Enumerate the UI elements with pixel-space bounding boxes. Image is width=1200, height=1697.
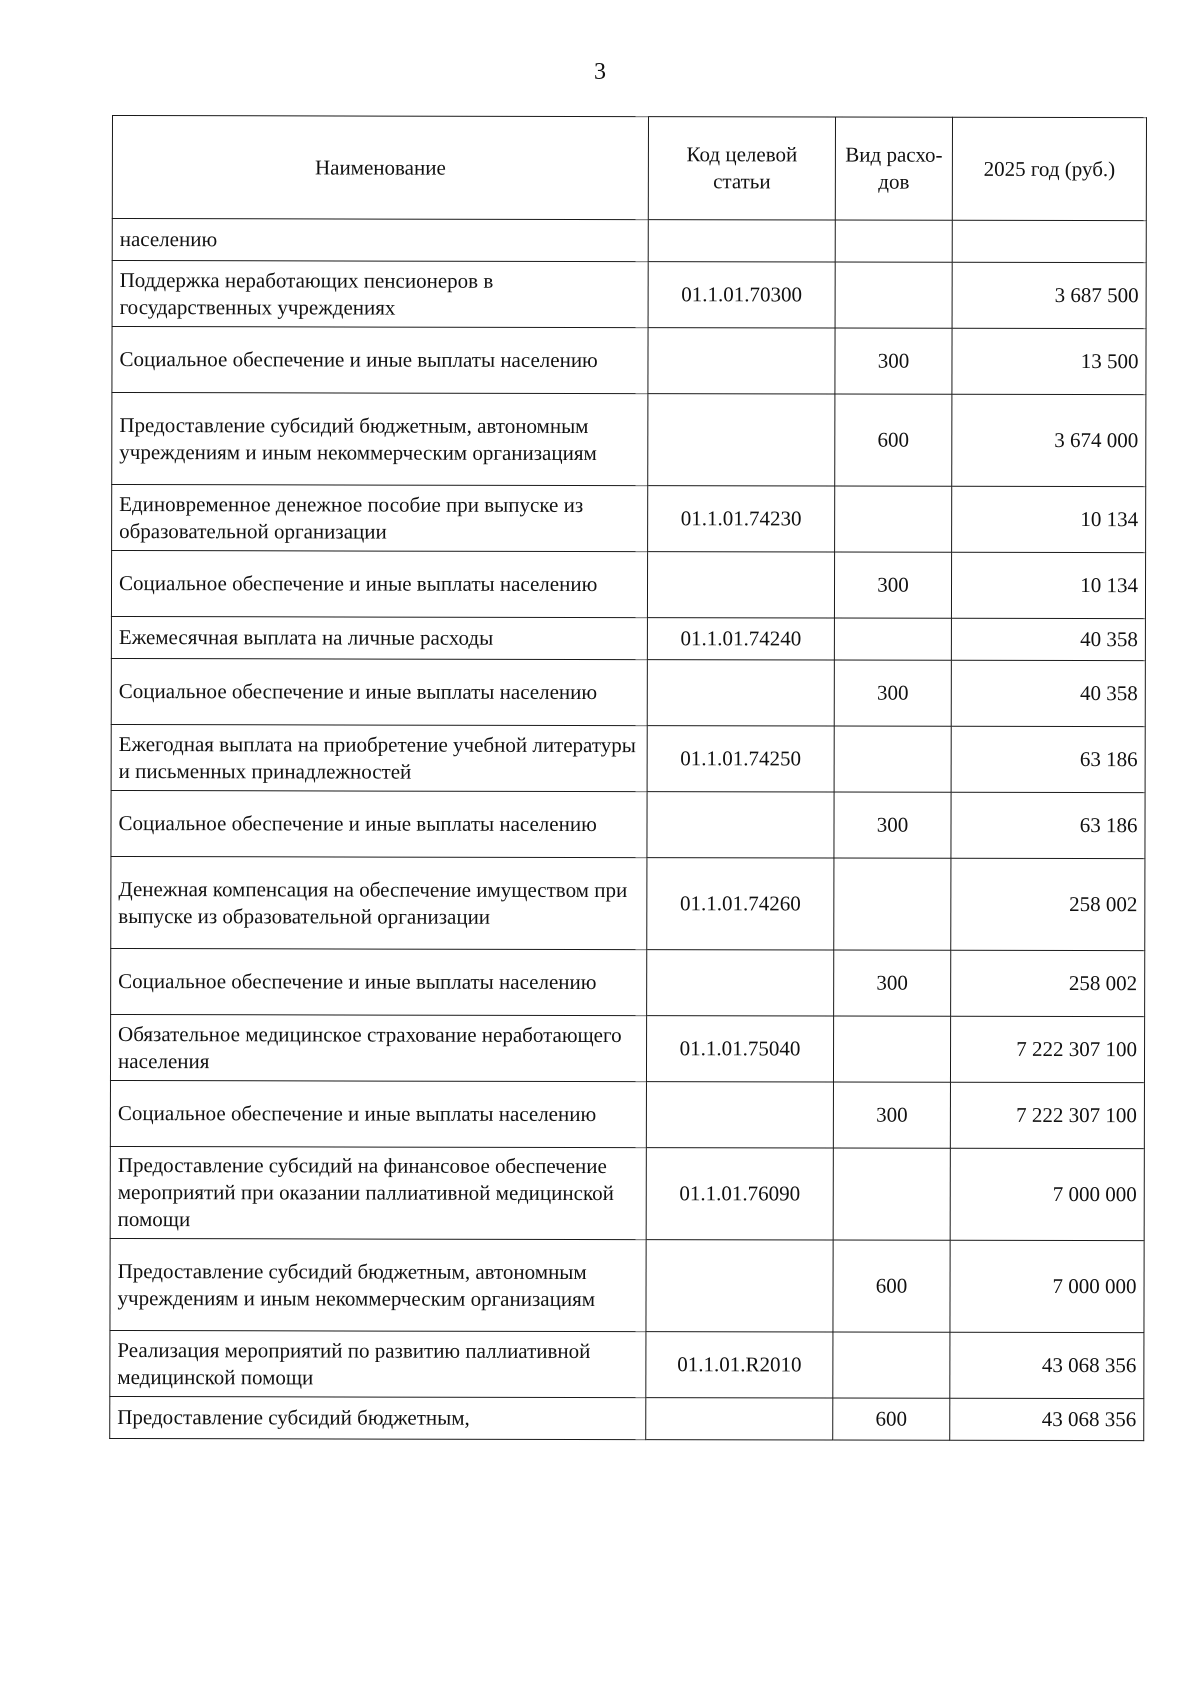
table-row: [112, 393, 1146, 487]
cell-amount: 3 687 500: [952, 262, 1146, 328]
cell-type: 300: [834, 660, 951, 726]
cell-code: 01.1.01.74260: [647, 858, 834, 950]
cell-amount: 7 222 307 100: [950, 1016, 1144, 1082]
table-row: [111, 551, 1145, 619]
cell-name: Социальное обеспечение и иные выплаты населению: [111, 658, 647, 725]
cell-amount: 63 186: [951, 792, 1145, 858]
cell-type: [835, 262, 952, 328]
budget-table: [109, 115, 1147, 1441]
cell-name: Предоставление субсидий бюджетным, автономным учреждениям и иным некоммерческим организациям: [112, 393, 648, 486]
header-code: Код целевой статьи: [648, 117, 835, 220]
cell-type: 300: [834, 950, 951, 1016]
table-header: [112, 116, 1146, 221]
cell-name: Поддержка неработающих пенсионеров в государственных учреждениях: [112, 261, 648, 328]
cell-amount: 7 000 000: [950, 1148, 1144, 1240]
cell-amount: 258 002: [951, 950, 1145, 1016]
cell-name: Ежемесячная выплата на личные расходы: [111, 616, 647, 659]
table-row: [112, 327, 1146, 395]
table-row: [111, 724, 1145, 792]
cell-code: [648, 220, 835, 262]
cell-name: Единовременное денежное пособие при выпуске из образовательной организации: [112, 485, 648, 552]
cell-amount: 7 222 307 100: [950, 1082, 1144, 1148]
cell-name: Предоставление субсидий бюджетным,: [110, 1396, 646, 1439]
cell-name: Ежегодная выплата на приобретение учебной литературы и письменных принадлежностей: [111, 724, 647, 791]
page-number: 3: [594, 59, 606, 85]
table-row: [110, 1146, 1144, 1240]
cell-amount: 13 500: [952, 328, 1146, 394]
cell-type: 600: [833, 1398, 950, 1440]
table-row: [112, 261, 1146, 329]
table-row: [111, 948, 1145, 1016]
table-row: [110, 1014, 1144, 1082]
table-row: [111, 658, 1145, 726]
cell-name: Социальное обеспечение и иные выплаты населению: [111, 551, 647, 618]
cell-type: [833, 1016, 950, 1082]
table-row: [110, 1238, 1144, 1332]
table-row: [110, 1080, 1144, 1148]
cell-name: Социальное обеспечение и иные выплаты населению: [111, 790, 647, 857]
cell-code: 01.1.01.76090: [646, 1148, 833, 1240]
cell-type: 300: [833, 1082, 950, 1148]
cell-type: [834, 618, 951, 660]
cell-amount: 43 068 356: [950, 1398, 1144, 1440]
cell-name: Предоставление субсидий бюджетным, автономным учреждениям и иным некоммерческим организациям: [110, 1238, 646, 1331]
cell-code: 01.1.01.70300: [648, 262, 835, 328]
header-name: Наименование: [112, 116, 648, 220]
table-row: [111, 616, 1145, 660]
cell-amount: 3 674 000: [952, 394, 1146, 486]
cell-code: [646, 1398, 833, 1440]
cell-amount: 43 068 356: [950, 1332, 1144, 1398]
cell-name: Социальное обеспечение и иные выплаты населению: [110, 1080, 646, 1147]
cell-code: 01.1.01.74240: [647, 618, 834, 660]
cell-amount: 7 000 000: [950, 1240, 1144, 1332]
cell-code: [648, 394, 835, 486]
cell-type: 300: [834, 792, 951, 858]
cell-type: [834, 858, 951, 950]
cell-amount: 63 186: [951, 726, 1145, 792]
cell-code: [647, 552, 834, 618]
cell-amount: [952, 220, 1146, 262]
cell-type: [833, 1148, 950, 1240]
cell-type: 300: [834, 552, 951, 618]
table-body: [110, 219, 1147, 1441]
cell-amount: 10 134: [952, 486, 1146, 552]
table-row: [110, 1330, 1144, 1398]
cell-type: 300: [835, 328, 952, 394]
cell-type: [835, 486, 952, 552]
cell-name: Социальное обеспечение и иные выплаты населению: [111, 948, 647, 1015]
cell-code: [648, 328, 835, 394]
table-row: [111, 856, 1145, 950]
cell-type: 600: [833, 1240, 950, 1332]
cell-amount: 40 358: [951, 660, 1145, 726]
cell-amount: 258 002: [951, 858, 1145, 950]
cell-code: 01.1.01.R2010: [646, 1332, 833, 1398]
header-amount: 2025 год (руб.): [952, 117, 1146, 220]
cell-code: [647, 792, 834, 858]
cell-code: 01.1.01.74250: [647, 726, 834, 792]
cell-code: [647, 660, 834, 726]
cell-code: [646, 1082, 833, 1148]
table-row: [110, 1396, 1144, 1440]
cell-code: [647, 950, 834, 1016]
cell-name: Социальное обеспечение и иные выплаты населению: [112, 327, 648, 394]
cell-name: Обязательное медицинское страхование неработающего населения: [110, 1014, 646, 1081]
cell-type: [835, 220, 952, 262]
cell-type: 600: [835, 394, 952, 486]
cell-code: 01.1.01.74230: [648, 486, 835, 552]
cell-amount: 10 134: [951, 552, 1145, 618]
cell-name: Денежная компенсация на обеспечение имуществом при выпуске из образовательной организации: [111, 856, 647, 949]
cell-name: Предоставление субсидий на финансовое обеспечение мероприятий при оказании паллиативной медицинской помощи: [110, 1146, 646, 1239]
cell-code: [646, 1240, 833, 1332]
cell-amount: 40 358: [951, 618, 1145, 660]
cell-code: 01.1.01.75040: [646, 1016, 833, 1082]
cell-name: Реализация мероприятий по развитию паллиативной медицинской помощи: [110, 1330, 646, 1397]
table-row: [111, 790, 1145, 858]
header-row: [112, 116, 1146, 221]
table-row: [112, 219, 1146, 263]
cell-type: [834, 726, 951, 792]
cell-type: [833, 1332, 950, 1398]
table-row: [112, 485, 1146, 553]
header-type: Вид расхо-дов: [835, 117, 952, 220]
cell-name: населению: [112, 219, 648, 262]
